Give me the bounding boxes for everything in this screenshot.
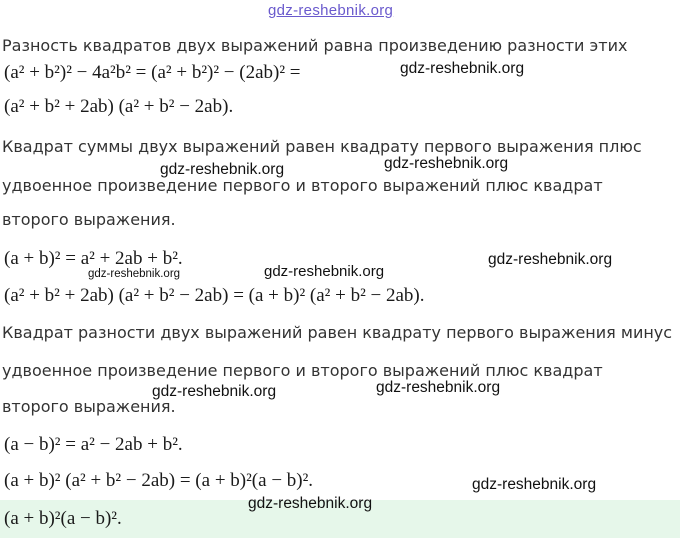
- watermark: gdz-reshebnik.org: [264, 263, 385, 280]
- math-line-4: (a² + b² + 2ab) (a² + b² − 2ab) = (a + b)² (a² + b² − 2ab).: [4, 285, 425, 306]
- text-line-1: Разность квадратов двух выражений равна произведению разности этих: [2, 36, 628, 55]
- math-line-6: (a + b)² (a² + b² − 2ab) = (a + b)²(a − b)².: [4, 470, 314, 491]
- watermark: gdz-reshebnik.org: [88, 268, 181, 280]
- watermark: gdz-reshebnik.org: [248, 495, 373, 512]
- text-line-2: Квадрат суммы двух выражений равен квадрату первого выражения плюс: [2, 137, 642, 156]
- watermark-top[interactable]: gdz-reshebnik.org: [268, 2, 394, 19]
- math-line-1: (a² + b²)² − 4a²b² = (a² + b²)² − (2ab)² =: [4, 62, 301, 83]
- math-line-7: (a + b)²(a − b)².: [4, 508, 122, 529]
- watermark: gdz-reshebnik.org: [472, 476, 597, 493]
- watermark: gdz-reshebnik.org: [160, 161, 285, 178]
- watermark: gdz-reshebnik.org: [488, 251, 613, 268]
- text-line-6: удвоенное произведение первого и второго выражений плюс квадрат: [2, 361, 603, 380]
- math-line-3: (a + b)² = a² + 2ab + b².: [4, 248, 183, 269]
- watermark: gdz-reshebnik.org: [152, 383, 277, 400]
- watermark: gdz-reshebnik.org: [400, 60, 525, 77]
- text-line-4: второго выражения.: [2, 210, 176, 229]
- text-line-7: второго выражения.: [2, 397, 176, 416]
- math-line-5: (a − b)² = a² − 2ab + b².: [4, 434, 183, 455]
- text-line-3: удвоенное произведение первого и второго выражений плюс квадрат: [2, 176, 603, 195]
- math-line-2: (a² + b² + 2ab) (a² + b² − 2ab).: [4, 96, 234, 117]
- text-line-5: Квадрат разности двух выражений равен квадрату первого выражения минус: [2, 323, 673, 342]
- watermark: gdz-reshebnik.org: [376, 379, 501, 396]
- watermark: gdz-reshebnik.org: [384, 155, 509, 172]
